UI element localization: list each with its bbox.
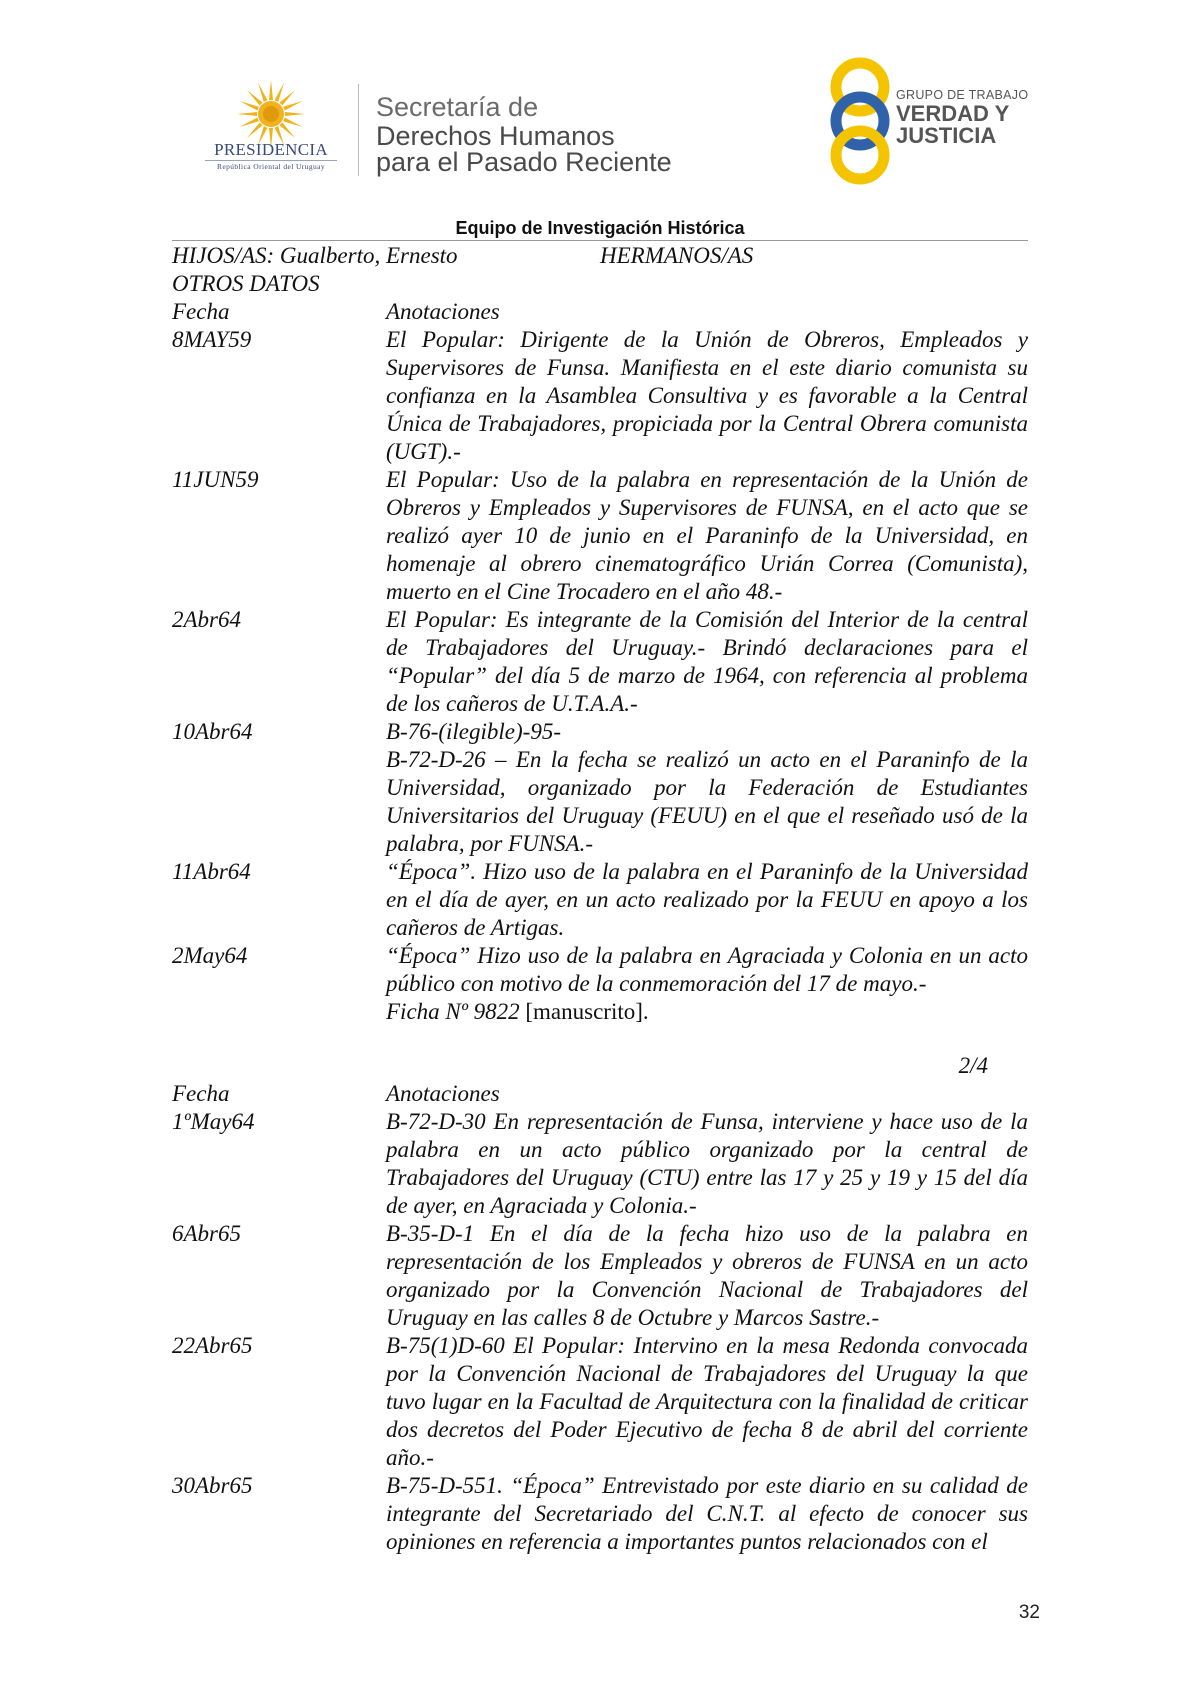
entry-date: 1ºMay64 <box>172 1109 255 1134</box>
entry-row <box>172 1220 1028 1332</box>
anotaciones-header: Anotaciones <box>386 1081 500 1106</box>
otros-datos-row <box>172 270 1028 298</box>
entry-text: “Época” Hizo uso de la palabra en Agraciada y Colonia en un acto público con motivo de la conmemoración del 17 de mayo.- <box>386 943 1028 996</box>
ficha-manuscrito: [manuscrito]. <box>525 999 649 1024</box>
presidencia-name: PRESIDENCIA <box>214 140 328 159</box>
anotaciones-header: Anotaciones <box>386 299 500 324</box>
entry-date: 11Abr64 <box>172 859 251 884</box>
entry-date: 2Abr64 <box>172 607 241 632</box>
entry-text: El Popular: Uso de la palabra en representación de la Unión de Obreros y Empleados y Supervisores de FUNSA, en el acto que se realizó ayer 10 de junio en el Paraninfo de la Universidad, en homenaje al obrero cinematográfico Urián Correa (Comunista), muerto en el Cine Trocadero en el año 48.- <box>386 467 1028 604</box>
presidencia-rule <box>205 160 337 161</box>
ficha-row <box>172 998 1028 1026</box>
entry-text: B-35-D-1 En el día de la fecha hizo uso de la palabra en representación de los Empleados y obreros de FUNSA en un acto organizado por la Convención Nacional de Trabajadores del Uruguay en las calles 8 de Octubre y Marcos Sastre.- <box>386 1221 1028 1330</box>
column-header-row <box>172 298 1028 326</box>
team-title: Equipo de Investigación Histórica <box>455 218 745 238</box>
document-body <box>172 242 1028 1026</box>
entry-date: 2May64 <box>172 943 248 968</box>
secretaria-line-3: para el Pasado Reciente <box>376 147 672 177</box>
entry-date: 6Abr65 <box>172 1221 241 1246</box>
entry-row <box>172 1332 1028 1472</box>
verdad-justicia-rings-logo <box>820 55 900 185</box>
entry-row <box>172 1108 1028 1220</box>
entry-row <box>172 326 1028 466</box>
entry-date: 11JUN59 <box>172 467 259 492</box>
entry-date: 8MAY59 <box>172 327 252 352</box>
vj-line-3: JUSTICIA <box>896 123 997 148</box>
entry-text: B-75(1)D-60 El Popular: Intervino en la mesa Redonda convocada por la Convención Nacional de Trabajadores del Uruguay la que tuvo lugar en la Facultad de Arquitectura con la finalidad de criticar dos decretos del Poder Ejecutivo de fecha 8 de abril del corriente año.- <box>386 1333 1028 1470</box>
page-header <box>0 0 1190 215</box>
presidencia-subtitle: República Oriental del Uruguay <box>216 162 325 171</box>
entry-text: “Época”. Hizo uso de la palabra en el Paraninfo de la Universidad en el día de ayer, en un acto realizado por la FEUU en apoyo a los cañeros de Artigas. <box>386 859 1028 940</box>
entry-text: B-76-(ilegible)-95- B-72-D-26 – En la fecha se realizó un acto en el Paraninfo de la Universidad, organizado por la Federación de Estudiantes Universitarios del Uruguay (FEUU) en el que el reseñado usó de la palabra, por FUNSA.- <box>386 719 1028 856</box>
vj-line-1: GRUPO DE TRABAJO <box>896 88 1029 102</box>
hermanos-label: HERMANOS/AS <box>600 243 754 268</box>
secretaria-line-2: Derechos Humanos <box>376 121 615 151</box>
hijos-row <box>172 242 1028 270</box>
entry-row <box>172 1472 1028 1556</box>
entry-row <box>172 858 1028 942</box>
secretaria-line-1: Secretaría de <box>376 92 539 122</box>
entry-text: El Popular: Dirigente de la Unión de Obreros, Empleados y Supervisores de Funsa. Manifiesta en el este diario comunista su confianza en la Asamblea Consultiva y es favorable a la Central Única de Trabajadores, propiciada por la Central Obrera comunista (UGT).- <box>386 327 1028 464</box>
entry-text: B-75-D-551. “Época” Entrevistado por este diario en su calidad de integrante del Secretariado del C.N.T. al efecto de conocer sus opiniones en referencia a importantes puntos relacionados con el <box>386 1473 1028 1554</box>
entry-date: 22Abr65 <box>172 1333 253 1358</box>
entry-row <box>172 718 1028 858</box>
hijos-label: HIJOS/AS: Gualberto, Ernesto <box>172 243 458 268</box>
column-header-row <box>172 1080 1028 1108</box>
ficha-number: Ficha Nº 9822 <box>386 999 520 1024</box>
entry-date: 30Abr65 <box>172 1473 253 1498</box>
team-rule <box>172 240 1028 241</box>
entry-text: B-72-D-30 En representación de Funsa, interviene y hace uso de la palabra en un acto público organizado por la central de Trabajadores del Uruguay (CTU) entre las 17 y 25 y 19 y 15 del día de ayer, en Agraciada y Colonia.- <box>386 1109 1028 1218</box>
otros-datos-label: OTROS DATOS <box>172 271 320 296</box>
fecha-header: Fecha <box>172 1081 230 1106</box>
entry-row <box>172 606 1028 718</box>
entry-row <box>172 466 1028 606</box>
entry-row <box>172 942 1028 998</box>
fecha-header: Fecha <box>172 299 230 324</box>
vj-line-2: VERDAD Y <box>896 101 1010 126</box>
page-marker: 2/4 <box>958 1053 988 1078</box>
page-number: 32 <box>1018 1602 1040 1623</box>
ficha-reference <box>386 998 1028 1026</box>
header-divider <box>358 84 359 176</box>
document-body-continued <box>172 1080 1028 1556</box>
entry-date: 10Abr64 <box>172 719 253 744</box>
entry-text: El Popular: Es integrante de la Comisión del Interior de la central de Trabajadores del Uruguay.- Brindó declaraciones para el “Popular” del día 5 de marzo de 1964, con referencia al problema de los cañeros de U.T.A.A.- <box>386 607 1028 716</box>
